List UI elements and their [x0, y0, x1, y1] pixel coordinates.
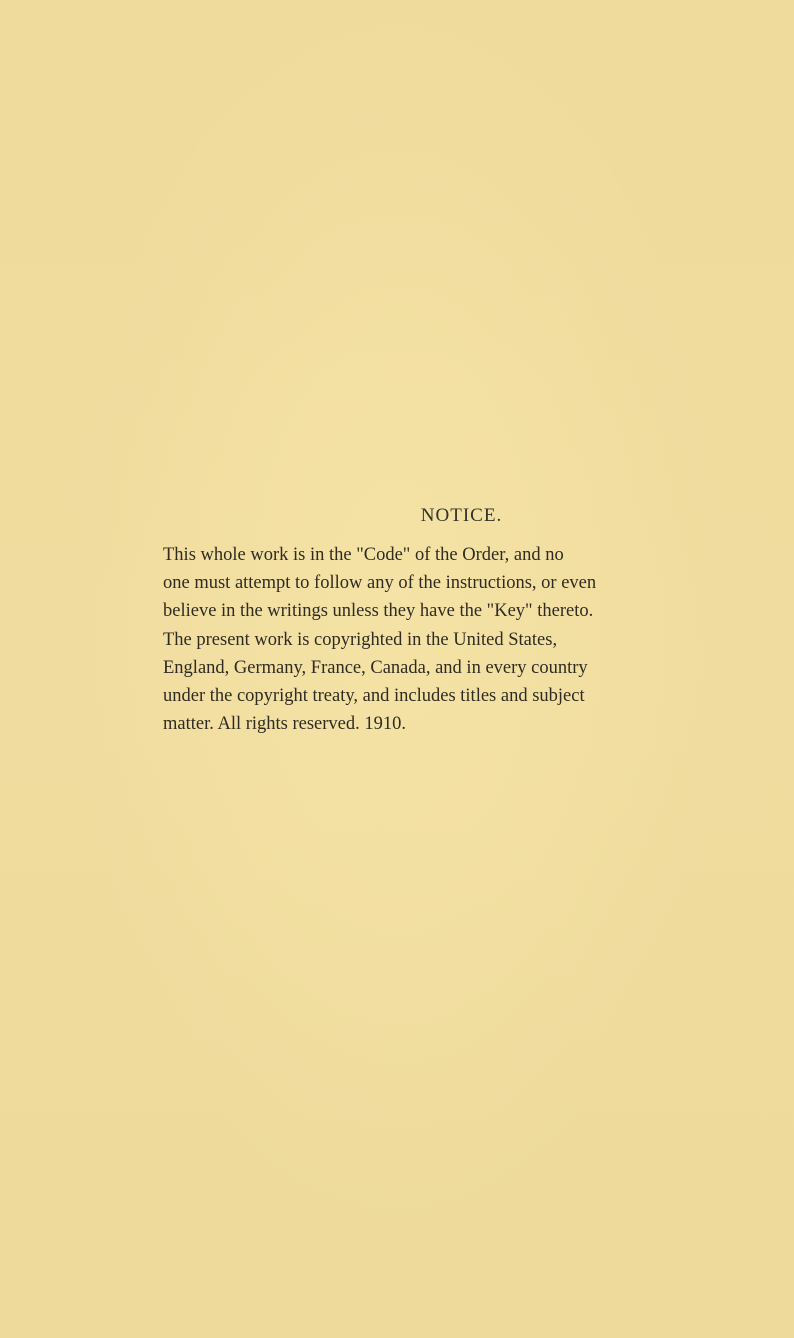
- notice-line: This whole work is in the "Code" of the Order, and no: [163, 545, 564, 565]
- notice-line: one must attempt to follow any of the instructions, or even: [163, 573, 597, 594]
- notice-title: NOTICE.: [420, 505, 503, 526]
- notice-line: The present work is copyrighted in the United States,: [163, 629, 558, 650]
- notice-line: believe in the writings unless they have the "Key" thereto.: [163, 601, 594, 622]
- notice-line: matter. All rights reserved. 1910.: [163, 714, 407, 735]
- notice-block: [163, 505, 730, 738]
- notice-line: England, Germany, France, Canada, and in every country: [163, 657, 588, 678]
- notice-line: under the copyright treaty, and includes titles and subject: [163, 686, 585, 707]
- notice-paragraph: [163, 541, 730, 738]
